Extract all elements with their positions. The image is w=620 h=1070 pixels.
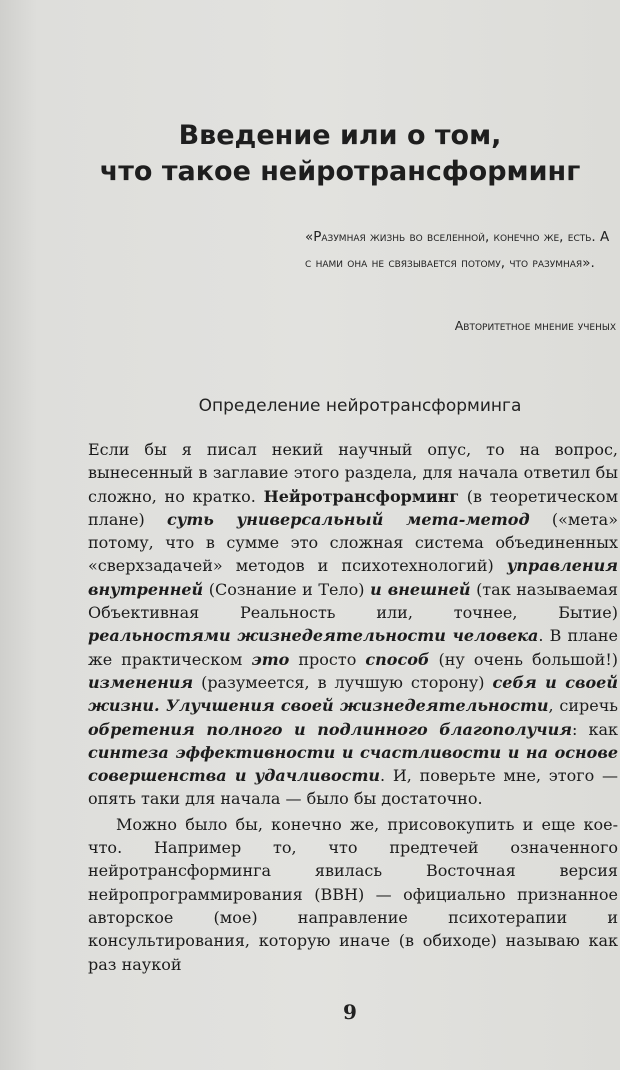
- text-run: просто: [289, 649, 366, 669]
- emphasis-run: управления внутренней: [88, 556, 618, 599]
- emphasis-run: суть универсальный мета-метод: [167, 509, 530, 529]
- page-number: 9: [343, 1000, 357, 1024]
- text-run: , сиречь: [548, 696, 618, 716]
- epigraph-quote: «Разумная жизнь во вселенной, конечно же, есть. А с нами она не связывается потому, что разумная».: [305, 229, 610, 271]
- emphasis-run: и внешней: [370, 579, 471, 599]
- chapter-title-line-1: Введение или о том,: [178, 120, 502, 151]
- text-run: : как: [571, 719, 619, 739]
- text-run: («мета» потому, что в сумме это сложная система объединенных «сверхзадачей» методов и психотехнологий): [88, 509, 618, 576]
- text-run: . И, поверьте мне, этого — опять таки для начала — было бы достаточно.: [88, 766, 618, 809]
- text-run: Если бы я писал некий научный опус, то на вопрос, вынесенный в заглавие этого раздела, для начала ответил бы сложно, но кратко.: [88, 440, 618, 506]
- emphasis-run: реальностями жизнедеятельности человека: [88, 626, 539, 646]
- text-run: (в теоретическом плане): [88, 486, 619, 529]
- chapter-title-line-2: что такое нейротрансформинг: [99, 156, 581, 187]
- emphasis-run: синтеза эффективности и счастливости и на основе совершенства и удачливости: [88, 742, 618, 786]
- section-heading: Определение нейротрансформинга: [198, 396, 522, 416]
- paragraph-2: Можно было бы, конечно же, присовокупить и еще кое-что. Например то, что предтечей означенного нейротрансформинга явилась Восточная версия нейропрограммирования (ВВН) — официально признанное авторское (мое) направление психотерапии и консультирования, которую иначе (в обиходе) называю как раз наукой: [88, 814, 618, 974]
- body-text: [88, 438, 618, 976]
- bold-term: Нейротрансформинг: [263, 486, 460, 506]
- emphasis-run: обретения полного и подлинного благополучия: [88, 719, 572, 739]
- text-run: (разумеется, в лучшую сторону): [193, 672, 493, 692]
- chapter-title: [60, 118, 620, 190]
- text-run: (Сознание и Тело): [203, 579, 371, 599]
- epigraph-attribution: Авторитетное мнение ученых: [454, 318, 616, 333]
- emphasis-run: способ: [365, 649, 430, 669]
- emphasis-run: это: [251, 649, 290, 669]
- emphasis-run: изменения: [88, 672, 194, 692]
- text-run: . В плане же практическом: [88, 626, 618, 669]
- emphasis-run: себя и своей жизни. Улучшения своей жизнедеятельности: [88, 672, 618, 716]
- text-run: (так называемая Объективная Реальность или, точнее, Бытие): [88, 579, 619, 623]
- text-run: (ну очень большой!): [429, 649, 619, 669]
- paragraph-1: [88, 438, 618, 811]
